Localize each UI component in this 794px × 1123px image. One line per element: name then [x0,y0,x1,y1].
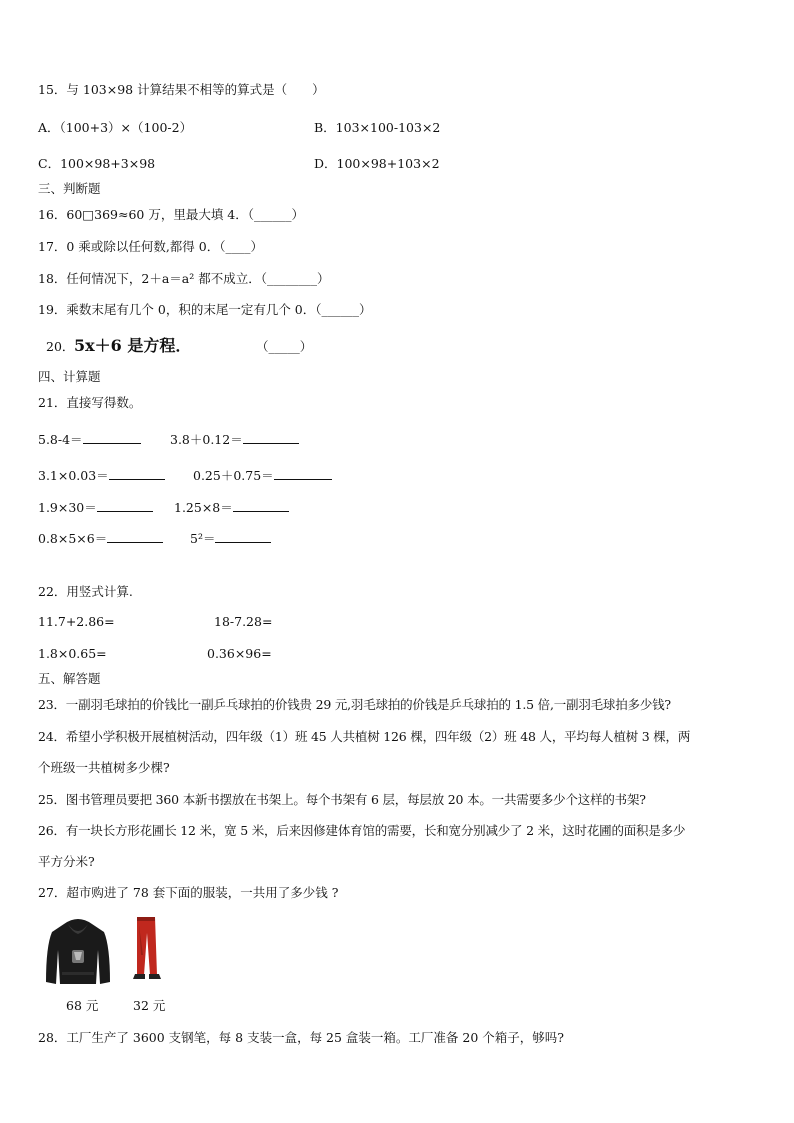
q24-line-1: 24．希望小学积极开展植树活动，四年级（1）班 45 人共植树 126 棵，四年级（2）班 48 人，平均每人植树 3 棵，两 [38,729,691,744]
q26-line-2: 平方分米? [38,854,95,869]
q20-answer-blank: （_____） [256,339,313,354]
hoodie-price: 68 元 [66,998,99,1013]
q15-option-d: D．100×98+103×2 [314,156,440,171]
q27-stem: 27．超市购进了 78 套下面的服装，一共用了多少钱 ? [38,885,339,900]
q21-item-5: 1.9×30＝ [38,500,153,516]
q21-stem: 21．直接写得数。 [38,395,142,410]
q20-number: 20． [46,339,75,354]
q26-line-1: 26．有一块长方形花圃长 12 米，宽 5 米，后来因修建体育馆的需要，长和宽分别减少了 2 米，这时花圃的面积是多少 [38,823,686,838]
pants-image [131,915,163,981]
section-heading-judgment: 三、判断题 [38,181,101,196]
q15-option-c: C．100×98+3×98 [38,156,156,171]
q21-item-8: 5²＝ [190,531,271,547]
q21-item-3: 3.1×0.03＝ [38,468,165,484]
q18: 18．任何情况下，2＋a＝a² 都不成立．（________） [38,271,330,286]
q23: 23．一副羽毛球拍的价钱比一副乒乓球拍的价钱贵 29 元,羽毛球拍的价钱是乒乓球拍的 1.5 倍,一副羽毛球拍多少钱? [38,697,671,712]
section-heading-word-problems: 五、解答题 [38,671,101,686]
q15-option-a: A．（100+3）×（100-2） [38,120,193,135]
q22-stem: 22．用竖式计算. [38,584,133,599]
q21-item-6: 1.25×8＝ [174,500,289,516]
q21-item-7: 0.8×5×6＝ [38,531,163,547]
q17: 17．0 乘或除以任何数,都得 0．（____） [38,239,263,254]
q22-item-2: 18-7.28= [214,614,273,629]
q22-item-4: 0.36×96= [207,646,272,661]
q28: 28．工厂生产了 3600 支钢笔，每 8 支装一盒，每 25 盒装一箱。工厂准备 20 个箱子，够吗? [38,1030,564,1045]
q22-item-1: 11.7+2.86= [38,614,115,629]
hoodie-image [44,916,112,986]
pants-price: 32 元 [133,998,166,1013]
q21-item-4: 0.25＋0.75＝ [193,468,332,484]
q21-item-1: 5.8-4＝ [38,432,141,448]
q22-item-3: 1.8×0.65= [38,646,107,661]
section-heading-calculation: 四、计算题 [38,369,101,384]
q24-line-2: 个班级一共植树多少棵? [38,760,170,775]
q20-expression: 5x＋6 是方程． [74,336,192,355]
q21-item-2: 3.8＋0.12＝ [170,432,299,448]
q15-option-b: B．103×100-103×2 [314,120,441,135]
q15-stem: 15．与 103×98 计算结果不相等的算式是（ ） [38,82,325,97]
q16: 16．60□369≈60 万，里最大填 4．（______） [38,207,305,222]
q19: 19．乘数末尾有几个 0，积的末尾一定有几个 0．（______） [38,302,372,317]
q25: 25．图书管理员要把 360 本新书摆放在书架上。每个书架有 6 层，每层放 20 本。一共需要多少个这样的书架? [38,792,646,807]
